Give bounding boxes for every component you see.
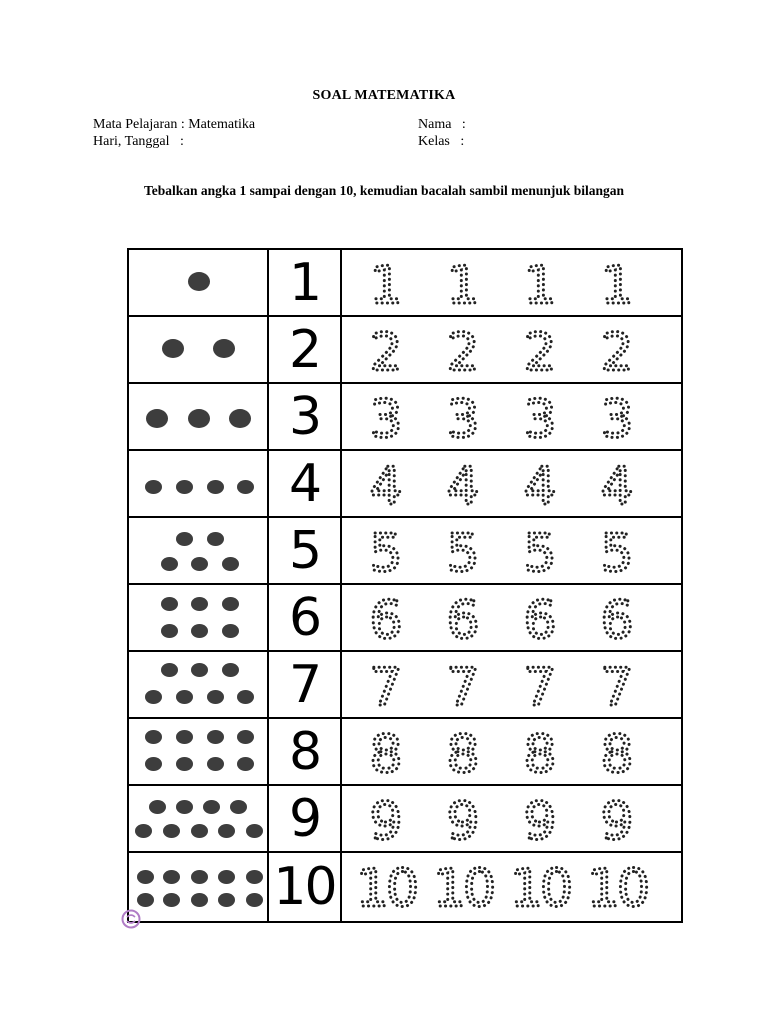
counting-dot: [176, 690, 193, 704]
dotted-trace-number[interactable]: [427, 256, 499, 316]
trace-cell: [342, 518, 681, 583]
svg-text:9: 9: [523, 792, 557, 852]
solid-number: 9: [288, 788, 321, 849]
dotted-trace-number[interactable]: [504, 859, 576, 919]
counting-dot: [222, 624, 239, 638]
dotted-trace-number[interactable]: [427, 591, 499, 651]
table-row: [129, 585, 681, 652]
solid-number: 2: [288, 319, 321, 380]
trace-cell: [342, 786, 681, 851]
dotted-trace-number[interactable]: [350, 457, 422, 517]
svg-text:10: 10: [586, 859, 648, 919]
name-label: Nama :: [418, 117, 466, 132]
svg-text:6: 6: [600, 591, 634, 651]
counting-dot: [191, 597, 208, 611]
dot-count-cell: [129, 585, 269, 650]
svg-text:7: 7: [600, 658, 634, 718]
table-row: [129, 317, 681, 384]
counting-dot: [191, 557, 208, 571]
table-row: [129, 384, 681, 451]
svg-text:2: 2: [600, 323, 634, 383]
dotted-trace-number[interactable]: [350, 524, 422, 584]
trace-cell: [342, 585, 681, 650]
table-row: [129, 786, 681, 853]
counting-dot: [163, 824, 180, 838]
counting-dot: [176, 532, 193, 546]
dot-count-cell: [129, 317, 269, 382]
counting-dot: [191, 893, 208, 907]
svg-text:5: 5: [369, 524, 403, 584]
svg-text:4: 4: [523, 457, 557, 517]
counting-dot: [237, 480, 254, 494]
counting-dot: [161, 557, 178, 571]
trace-cell: [342, 451, 681, 516]
dotted-trace-number[interactable]: [350, 859, 422, 919]
dotted-trace-number[interactable]: [581, 792, 653, 852]
counting-dot: [191, 824, 208, 838]
solid-number: 6: [288, 587, 321, 648]
dotted-trace-number[interactable]: [581, 591, 653, 651]
counting-dot: [246, 870, 263, 884]
counting-dot: [218, 870, 235, 884]
svg-text:7: 7: [369, 658, 403, 718]
table-row: [129, 652, 681, 719]
number-cell: [269, 451, 342, 516]
svg-text:2: 2: [523, 323, 557, 383]
trace-cell: [342, 317, 681, 382]
counting-dot: [149, 800, 166, 814]
dotted-trace-number[interactable]: [581, 725, 653, 785]
counting-dot: [145, 757, 162, 771]
instruction-text: Tebalkan angka 1 sampai dengan 10, kemudian bacalah sambil menunjuk bilangan: [143, 183, 625, 198]
dotted-trace-number[interactable]: [427, 457, 499, 517]
svg-text:6: 6: [446, 591, 480, 651]
dotted-trace-number[interactable]: [504, 323, 576, 383]
counting-dot: [162, 339, 184, 358]
counting-dot: [218, 824, 235, 838]
number-cell: [269, 853, 342, 921]
counting-dot: [176, 480, 193, 494]
solid-number: 3: [288, 386, 321, 447]
counting-dot: [230, 800, 247, 814]
counting-dot: [207, 690, 224, 704]
counting-dot: [246, 824, 263, 838]
solid-number: 8: [288, 721, 321, 782]
solid-number: 1: [288, 252, 321, 313]
dotted-trace-number[interactable]: [504, 256, 576, 316]
dotted-trace-number[interactable]: [504, 658, 576, 718]
number-cell: [269, 652, 342, 717]
counting-table: [127, 248, 683, 923]
svg-text:10: 10: [432, 859, 494, 919]
dotted-trace-number[interactable]: [504, 792, 576, 852]
dotted-trace-number[interactable]: [581, 323, 653, 383]
svg-text:1: 1: [600, 256, 634, 316]
solid-number: 4: [288, 453, 321, 514]
trace-cell: [342, 384, 681, 449]
counting-dot: [207, 480, 224, 494]
dotted-trace-number[interactable]: [581, 658, 653, 718]
counting-dot: [176, 800, 193, 814]
svg-text:5: 5: [523, 524, 557, 584]
dot-count-cell: [129, 451, 269, 516]
counting-dot: [246, 893, 263, 907]
counting-dot: [222, 557, 239, 571]
svg-text:3: 3: [523, 390, 557, 450]
dot-count-cell: [129, 853, 269, 921]
counting-dot: [163, 893, 180, 907]
dotted-trace-number[interactable]: [504, 457, 576, 517]
solid-number: 7: [288, 654, 321, 715]
trace-cell: [342, 853, 681, 921]
counting-dot: [237, 690, 254, 704]
dotted-trace-number[interactable]: [504, 591, 576, 651]
counting-dot: [191, 870, 208, 884]
svg-text:9: 9: [446, 792, 480, 852]
counting-dot: [207, 757, 224, 771]
number-cell: [269, 786, 342, 851]
counting-dot: [137, 870, 154, 884]
dot-count-cell: [129, 384, 269, 449]
dotted-trace-number[interactable]: [427, 390, 499, 450]
counting-dot: [207, 532, 224, 546]
table-row: [129, 518, 681, 585]
dotted-trace-number[interactable]: [350, 390, 422, 450]
dot-count-cell: [129, 250, 269, 315]
dotted-trace-number[interactable]: [350, 658, 422, 718]
svg-text:5: 5: [446, 524, 480, 584]
counting-dot: [176, 757, 193, 771]
table-row: [129, 451, 681, 518]
svg-text:7: 7: [523, 658, 557, 718]
number-cell: [269, 250, 342, 315]
dot-count-cell: [129, 786, 269, 851]
number-cell: [269, 719, 342, 784]
svg-text:3: 3: [600, 390, 634, 450]
counting-dot: [161, 624, 178, 638]
svg-text:8: 8: [369, 725, 403, 785]
svg-text:4: 4: [369, 457, 403, 517]
counting-dot: [237, 730, 254, 744]
dotted-trace-number[interactable]: [581, 390, 653, 450]
counting-dot: [218, 893, 235, 907]
svg-text:7: 7: [446, 658, 480, 718]
subject-label: Mata Pelajaran : Matematika: [93, 117, 256, 132]
svg-text:1: 1: [369, 256, 403, 316]
dotted-trace-number[interactable]: [581, 524, 653, 584]
svg-text:2: 2: [446, 323, 480, 383]
number-cell: [269, 317, 342, 382]
counting-dot: [191, 663, 208, 677]
counting-dot: [188, 409, 210, 428]
counting-dot: [176, 730, 193, 744]
dotted-trace-number[interactable]: [581, 256, 653, 316]
table-row: [129, 719, 681, 786]
dotted-trace-number[interactable]: [350, 591, 422, 651]
dotted-trace-number[interactable]: [350, 323, 422, 383]
scribd-logo-icon: [120, 908, 142, 930]
dotted-trace-number[interactable]: [504, 524, 576, 584]
dotted-trace-number[interactable]: [350, 792, 422, 852]
dot-count-cell: [129, 719, 269, 784]
table-row: [129, 250, 681, 317]
counting-dot: [188, 272, 210, 291]
svg-text:4: 4: [446, 457, 480, 517]
counting-dot: [145, 690, 162, 704]
dotted-trace-number[interactable]: [427, 859, 499, 919]
trace-cell: [342, 719, 681, 784]
dotted-trace-number[interactable]: [504, 725, 576, 785]
counting-dot: [146, 409, 168, 428]
dotted-trace-number[interactable]: [350, 725, 422, 785]
counting-dot: [203, 800, 220, 814]
svg-text:10: 10: [355, 859, 417, 919]
counting-dot: [161, 597, 178, 611]
number-cell: [269, 585, 342, 650]
counting-dot: [213, 339, 235, 358]
dot-count-cell: [129, 518, 269, 583]
counting-dot: [145, 480, 162, 494]
svg-text:8: 8: [523, 725, 557, 785]
solid-number: 10: [273, 857, 336, 917]
counting-dot: [207, 730, 224, 744]
counting-dot: [161, 663, 178, 677]
svg-text:9: 9: [369, 792, 403, 852]
svg-text:5: 5: [600, 524, 634, 584]
dotted-trace-number[interactable]: [427, 725, 499, 785]
dotted-trace-number[interactable]: [427, 658, 499, 718]
counting-dot: [229, 409, 251, 428]
class-label: Kelas :: [418, 134, 465, 149]
dotted-trace-number[interactable]: [427, 792, 499, 852]
solid-number: 5: [288, 520, 321, 581]
svg-text:4: 4: [600, 457, 634, 517]
dotted-trace-number[interactable]: [427, 524, 499, 584]
svg-text:10: 10: [509, 859, 571, 919]
dotted-trace-number[interactable]: [427, 323, 499, 383]
svg-text:8: 8: [446, 725, 480, 785]
counting-dot: [222, 663, 239, 677]
counting-dot: [163, 870, 180, 884]
date-label: Hari, Tanggal :: [93, 134, 184, 149]
trace-cell: [342, 250, 681, 315]
table-row: [129, 853, 681, 921]
worksheet-title: SOAL MATEMATIKA: [312, 88, 456, 103]
svg-text:9: 9: [600, 792, 634, 852]
dotted-trace-number[interactable]: [581, 457, 653, 517]
counting-dot: [135, 824, 152, 838]
svg-text:6: 6: [369, 591, 403, 651]
counting-dot: [237, 757, 254, 771]
svg-text:6: 6: [523, 591, 557, 651]
counting-dot: [191, 624, 208, 638]
svg-text:3: 3: [369, 390, 403, 450]
svg-text:1: 1: [523, 256, 557, 316]
trace-cell: [342, 652, 681, 717]
counting-dot: [145, 730, 162, 744]
dotted-trace-number[interactable]: [581, 859, 653, 919]
counting-dot: [137, 893, 154, 907]
number-cell: [269, 518, 342, 583]
dotted-trace-number[interactable]: [504, 390, 576, 450]
dot-count-cell: [129, 652, 269, 717]
number-cell: [269, 384, 342, 449]
svg-text:3: 3: [446, 390, 480, 450]
svg-text:2: 2: [369, 323, 403, 383]
svg-text:1: 1: [446, 256, 480, 316]
svg-text:8: 8: [600, 725, 634, 785]
counting-dot: [222, 597, 239, 611]
dotted-trace-number[interactable]: [350, 256, 422, 316]
